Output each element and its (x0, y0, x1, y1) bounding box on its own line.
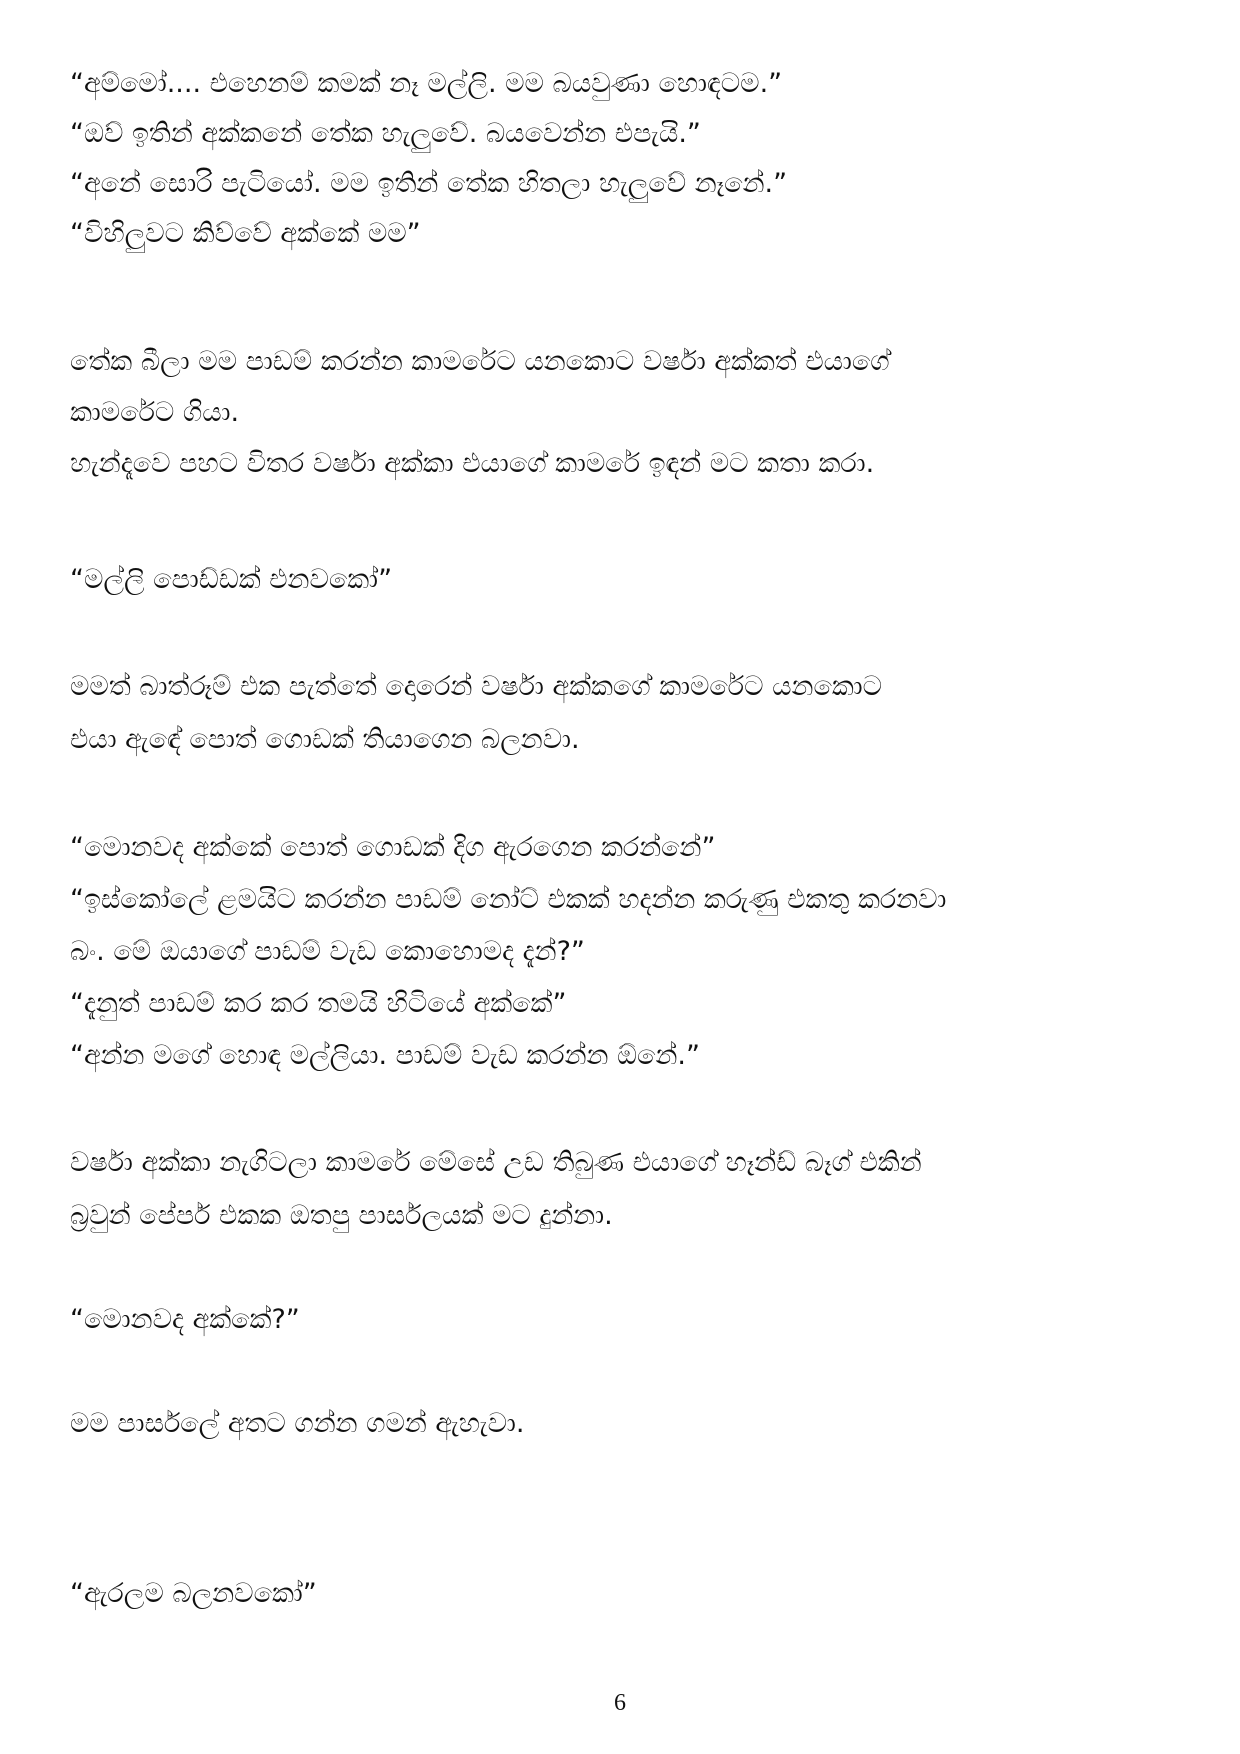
text-line-8: “මල්ලි පොඩ්ඩක් එනවකෝ” (70, 564, 393, 595)
text-line-12: “ඉස්කෝලේ ළමයිට කරන්න පාඩම් නෝට් එකක් හදන්න කරුණු එකතු කරනවා (70, 884, 947, 915)
text-line-6: කාමරේට ගියා. (70, 397, 240, 428)
text-line-20: “ඇරලම බලනවකෝ” (70, 1578, 317, 1609)
text-line-5: තේක බීලා මම පාඩම් කරන්න කාමරේට යනකොට වර්ෂා අක්කත් එයාගේ (70, 346, 890, 377)
text-line-18: “මොනවද අක්කේ?” (70, 1304, 300, 1335)
text-line-13: බං. මේ ඔයාගේ පාඩම් වැඩ කොහොමද දැන්?” (70, 936, 585, 967)
text-line-19: මම පාර්සලේ අතට ගන්න ගමන් ඇහැවා. (70, 1408, 525, 1439)
text-line-2: “ඔව් ඉතින් අක්කනේ තේක හැලුවේ. බයවෙන්න එපැයි.” (70, 118, 701, 149)
text-line-14: “දැනුත් පාඩම් කර කර තමයි හිටියේ අක්කේ” (70, 988, 567, 1019)
text-line-4: “විහිලුවට කිව්වේ අක්කේ මම” (70, 218, 421, 249)
page-number: 6 (614, 1690, 626, 1716)
text-line-3: “අනේ සොරි පැටියෝ. මම ඉතින් තේක හිතලා හැලුවේ නෑනේ.” (70, 168, 788, 199)
text-line-15: “අන්න මගේ හොඳ මල්ලියා. පාඩම් වැඩ කරන්න ඕනේ.” (70, 1040, 700, 1071)
text-line-7: හැන්දෑවෙ පහට විතර වර්ෂා අක්කා එයාගේ කාමරේ ඉඳන් මට කතා කරා. (70, 448, 875, 479)
text-line-9: මමත් බාත්රූම් එක පැත්තේ දොරෙන් වර්ෂා අක්කගේ කාමරේට යනකොට (70, 671, 883, 702)
text-line-1: “අම්මෝ.... එහෙනම් කමක් නෑ මල්ලි. මම බයවුණා හොඳටම.” (70, 68, 783, 99)
text-line-10: එයා ඇඳේ පොත් ගොඩක් තියාගෙන බලනවා. (70, 724, 580, 755)
text-line-11: “මොනවද අක්කේ පොත් ගොඩක් දිග ඇරගෙන කරන්නේ” (70, 832, 716, 863)
text-line-17: බ්‍රවුන් පේපර් එකක ඔතපු පාර්සලයක් මට දුන්නා. (70, 1200, 613, 1231)
text-line-16: වර්ෂා අක්කා නැගිටලා කාමරේ මේසේ උඩ තිබුණ එයාගේ හෑන්ඩ් බෑග් එකින් (70, 1147, 922, 1178)
